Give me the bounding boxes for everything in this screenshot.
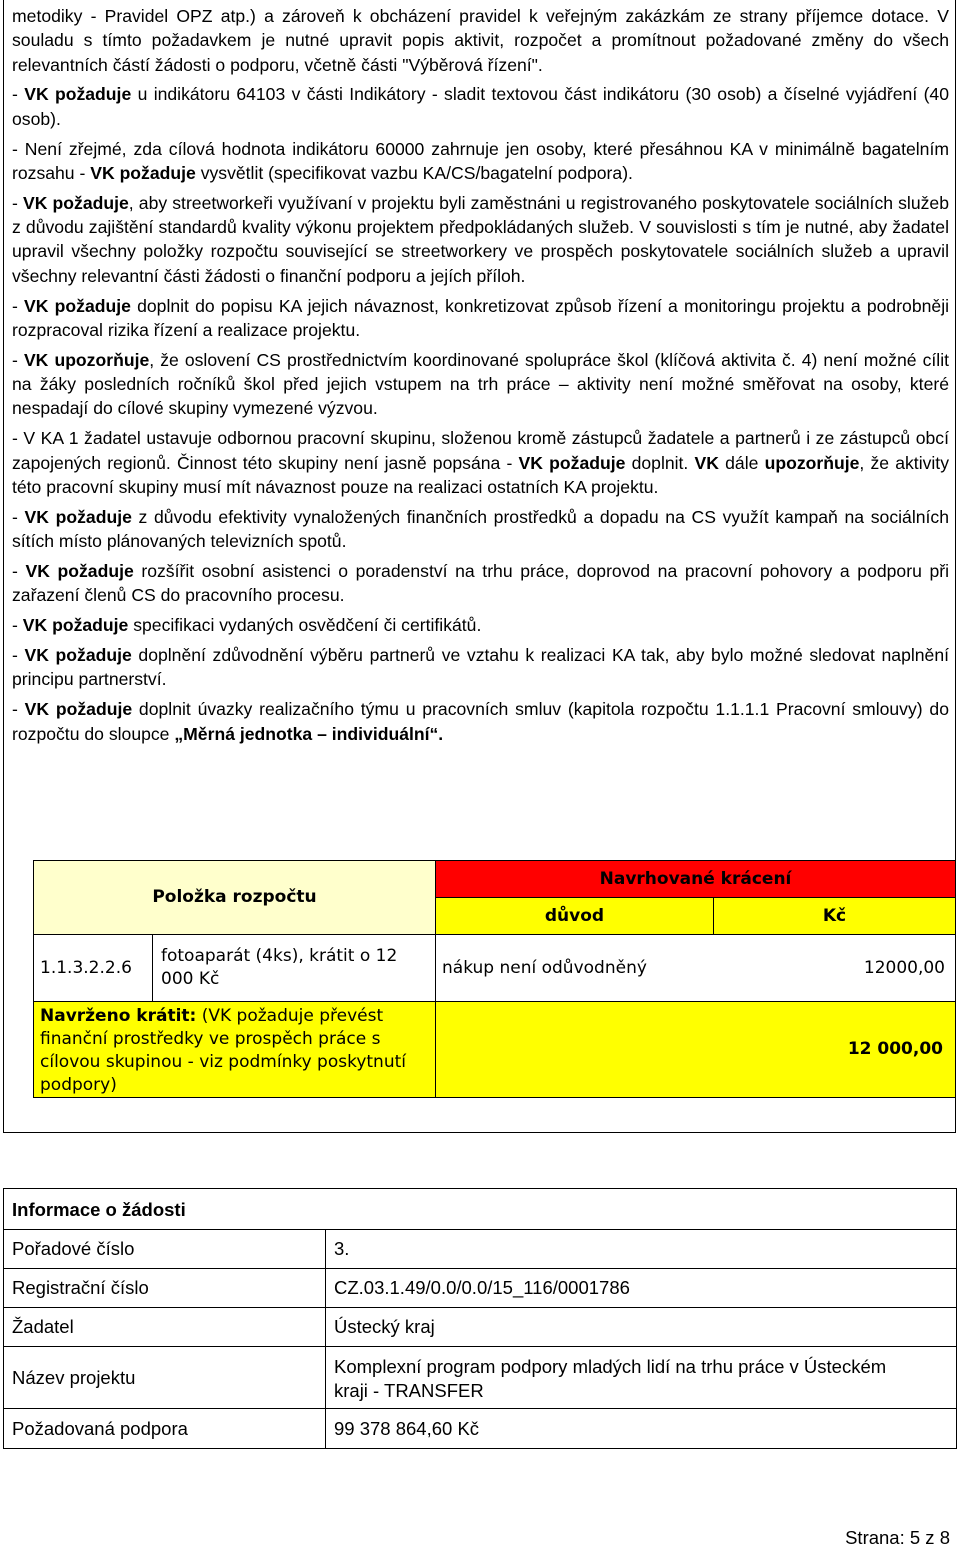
emphasis-text: VK požaduje <box>22 615 129 636</box>
paragraph-text: doplnit. <box>625 452 695 473</box>
paragraph-text: specifikaci vydaných osvědčení či certifikátů. <box>128 615 482 636</box>
header-czk: Kč <box>822 906 847 926</box>
header-cut-cell <box>435 860 956 898</box>
requirements-text <box>12 4 949 751</box>
page-number: Strana: 5 z 8 <box>845 1527 950 1548</box>
row-desc-cell <box>152 934 436 1002</box>
info-value: 99 378 864,60 Kč <box>334 1418 480 1439</box>
requirement-paragraph <box>12 426 949 499</box>
row-code: 1.1.3.2.2.6 <box>40 958 132 978</box>
emphasis-text: VK požaduje <box>25 560 134 581</box>
info-value: Komplexní program podpory mladých lidí na trhu práce v Ústeckém kraji - TRANSFER <box>334 1356 887 1401</box>
paragraph-text: - <box>12 192 23 213</box>
info-value: CZ.03.1.49/0.0/0.0/15_116/0001786 <box>334 1277 630 1298</box>
emphasis-text: VK požaduje <box>518 452 626 473</box>
paragraph-text: , že aktivity této pracovní skupiny musí mít návaznost pouze na realizaci ostatních KA projektu. <box>12 452 949 497</box>
budget-table <box>33 860 955 1098</box>
requirement-paragraph <box>12 82 949 131</box>
paragraph-text: - <box>12 506 25 527</box>
paragraph-text: - <box>12 615 23 636</box>
header-item-cell <box>33 860 436 935</box>
requirement-paragraph <box>12 559 949 608</box>
info-title: Informace o žádosti <box>12 1199 186 1220</box>
requirement-paragraph <box>12 643 949 692</box>
emphasis-text: VK požaduje <box>24 84 132 105</box>
info-rule <box>4 1229 956 1230</box>
paragraph-text: - <box>12 84 25 105</box>
paragraph-text: , aby streetworkeři využívaní v projektu byli zaměstnáni u registrovaného poskytovatele sociálních služeb z důvodu zajištění standardů kvality výkonu projektem předpokládaných služeb. V souvislosti s tím je nutné, aby žadatel upravil všechny položky rozpočtu související se streetworkery ve prospěch poskytovatele sociálních služeb a upravil všechny relevantní části žádosti o finanční podporu a jejích příloh. <box>12 192 949 286</box>
paragraph-text: , že oslovení CS prostřednictvím koordinované spolupráce škol (klíčová aktivita č. 4) není možné cílit na žáky posledních ročníků škol před jejich vstupem na trh práce – aktivity není možné směřovat na osoby, které nespadají do cílové skupiny vymezené výzvou. <box>12 349 949 419</box>
row-amount: 12000,00 <box>863 958 945 978</box>
row-reason: nákup není odůvodněný <box>442 958 647 978</box>
requirement-paragraph <box>12 137 949 186</box>
info-rule <box>4 1268 956 1269</box>
paragraph-text: doplnit úvazky realizačního týmu u pracovních smluv (kapitola rozpočtu 1.1.1.1 Pracovní smlouvy) do rozpočtu do sloupce <box>12 699 949 744</box>
emphasis-text: VK požaduje <box>22 192 129 213</box>
paragraph-text: - <box>12 560 26 581</box>
header-reason: důvod <box>544 906 605 926</box>
info-value: Ústecký kraj <box>334 1316 435 1337</box>
info-column-rule <box>325 1229 326 1448</box>
emphasis-text: VK požaduje <box>24 699 133 720</box>
proposed-total-cell <box>435 1001 956 1098</box>
emphasis-text: VK požaduje <box>24 645 132 666</box>
emphasis-text: VK požaduje <box>24 295 131 316</box>
info-rule <box>4 1307 956 1308</box>
proposed-text-block <box>40 1005 429 1097</box>
emphasis-text: VK požaduje <box>24 506 132 527</box>
header-reason-cell <box>435 897 714 935</box>
paragraph-text: dále <box>718 452 765 473</box>
requirement-paragraph <box>12 697 949 746</box>
emphasis-text: upozorňuje <box>764 452 860 473</box>
proposed-label: Navrženo krátit: <box>40 1006 197 1026</box>
emphasis-text: „Měrná jednotka – individuální“. <box>174 723 444 744</box>
header-cut: Navrhované krácení <box>599 869 792 889</box>
info-rule <box>4 1346 956 1347</box>
row-code-cell <box>33 934 153 1002</box>
emphasis-text: VK požaduje <box>90 162 196 183</box>
row-desc: fotoaparát (4ks), krátit o 12 000 Kč <box>161 946 398 989</box>
paragraph-text: z důvodu efektivity vynaložených finančních prostředků a dopadu na CS využít kampaň na sociálních sítích místo plánovaných televizních spotů. <box>12 506 949 552</box>
row-amount-cell <box>713 934 956 1002</box>
paragraph-text: vysvětlit (specifikovat vazbu KA/CS/bagatelní podpora). <box>195 162 633 183</box>
paragraph-text: - Není zřejmé, zda cílová hodnota indikátoru 60000 zahrnuje jen osoby, které přesáhnou KA v minimálně bagatelním rozsahu - <box>12 138 949 183</box>
info-rule <box>4 1408 956 1409</box>
paragraph-text: doplnění zdůvodnění výběru partnerů ve vztahu k realizaci KA tak, aby bylo možné sledovat naplnění principu partnerství. <box>12 645 949 690</box>
info-label: Pořadové číslo <box>12 1238 135 1259</box>
paragraph-text: - <box>12 645 25 666</box>
header-item: Položka rozpočtu <box>152 887 317 907</box>
row-reason-cell <box>435 934 714 1002</box>
proposed-cell <box>33 1001 436 1098</box>
proposed-text: (VK požaduje převést finanční prostředky ve prospěch práce s cílovou skupinou - viz podmínky poskytnutí podpory) <box>40 1006 406 1095</box>
proposed-total: 12 000,00 <box>847 1039 943 1059</box>
emphasis-text: VK <box>694 452 719 473</box>
requirement-paragraph <box>12 348 949 421</box>
requirement-paragraph <box>12 505 949 554</box>
info-value: 3. <box>334 1238 350 1259</box>
requirement-paragraph <box>12 191 949 288</box>
info-label: Žadatel <box>12 1316 74 1337</box>
paragraph-text: - <box>12 349 24 370</box>
paragraph-text: rozšířit osobní asistenci o poradenství na trhu práce, doprovod na pracovní pohovory a podporu při zařazení členů CS do pracovního procesu. <box>12 560 950 606</box>
paragraph-text: - V KA 1 žadatel ustavuje odbornou pracovní skupinu, složenou kromě zástupců žadatele a partnerů i ze zástupců obcí zapojených regionů. Činnost této skupiny není jasně popsána - <box>12 428 949 473</box>
info-label: Registrační číslo <box>12 1277 149 1298</box>
paragraph-text: doplnit do popisu KA jejich návaznost, konkretizovat způsob řízení a monitoringu projektu a podrobněji rozpracoval rizika řízení a realizace projektu. <box>12 295 950 340</box>
emphasis-text: VK upozorňuje <box>23 349 150 370</box>
header-czk-cell <box>713 897 956 935</box>
paragraph-text: - <box>12 699 25 720</box>
application-info-table <box>3 1188 957 1449</box>
requirement-paragraph <box>12 613 949 637</box>
paragraph-text: u indikátoru 64103 v části Indikátory - sladit textovou část indikátoru (30 osob) a číselné vyjádření (40 osob). <box>12 84 950 129</box>
info-label: Název projektu <box>12 1367 136 1388</box>
requirement-paragraph <box>12 294 949 343</box>
paragraph-text: metodiky - Pravidel OPZ atp.) a zároveň k obcházení pravidel k veřejným zakázkám ze strany příjemce dotace. V souladu s tímto požadavkem je nutné upravit popis aktivit, rozpočet a promítnout požadované změny do všech relevantních částí žádosti o podporu, včetně části "Výběrová řízení". <box>12 6 949 75</box>
info-label: Požadovaná podpora <box>12 1418 188 1439</box>
requirement-paragraph <box>12 4 949 77</box>
paragraph-text: - <box>12 295 25 316</box>
